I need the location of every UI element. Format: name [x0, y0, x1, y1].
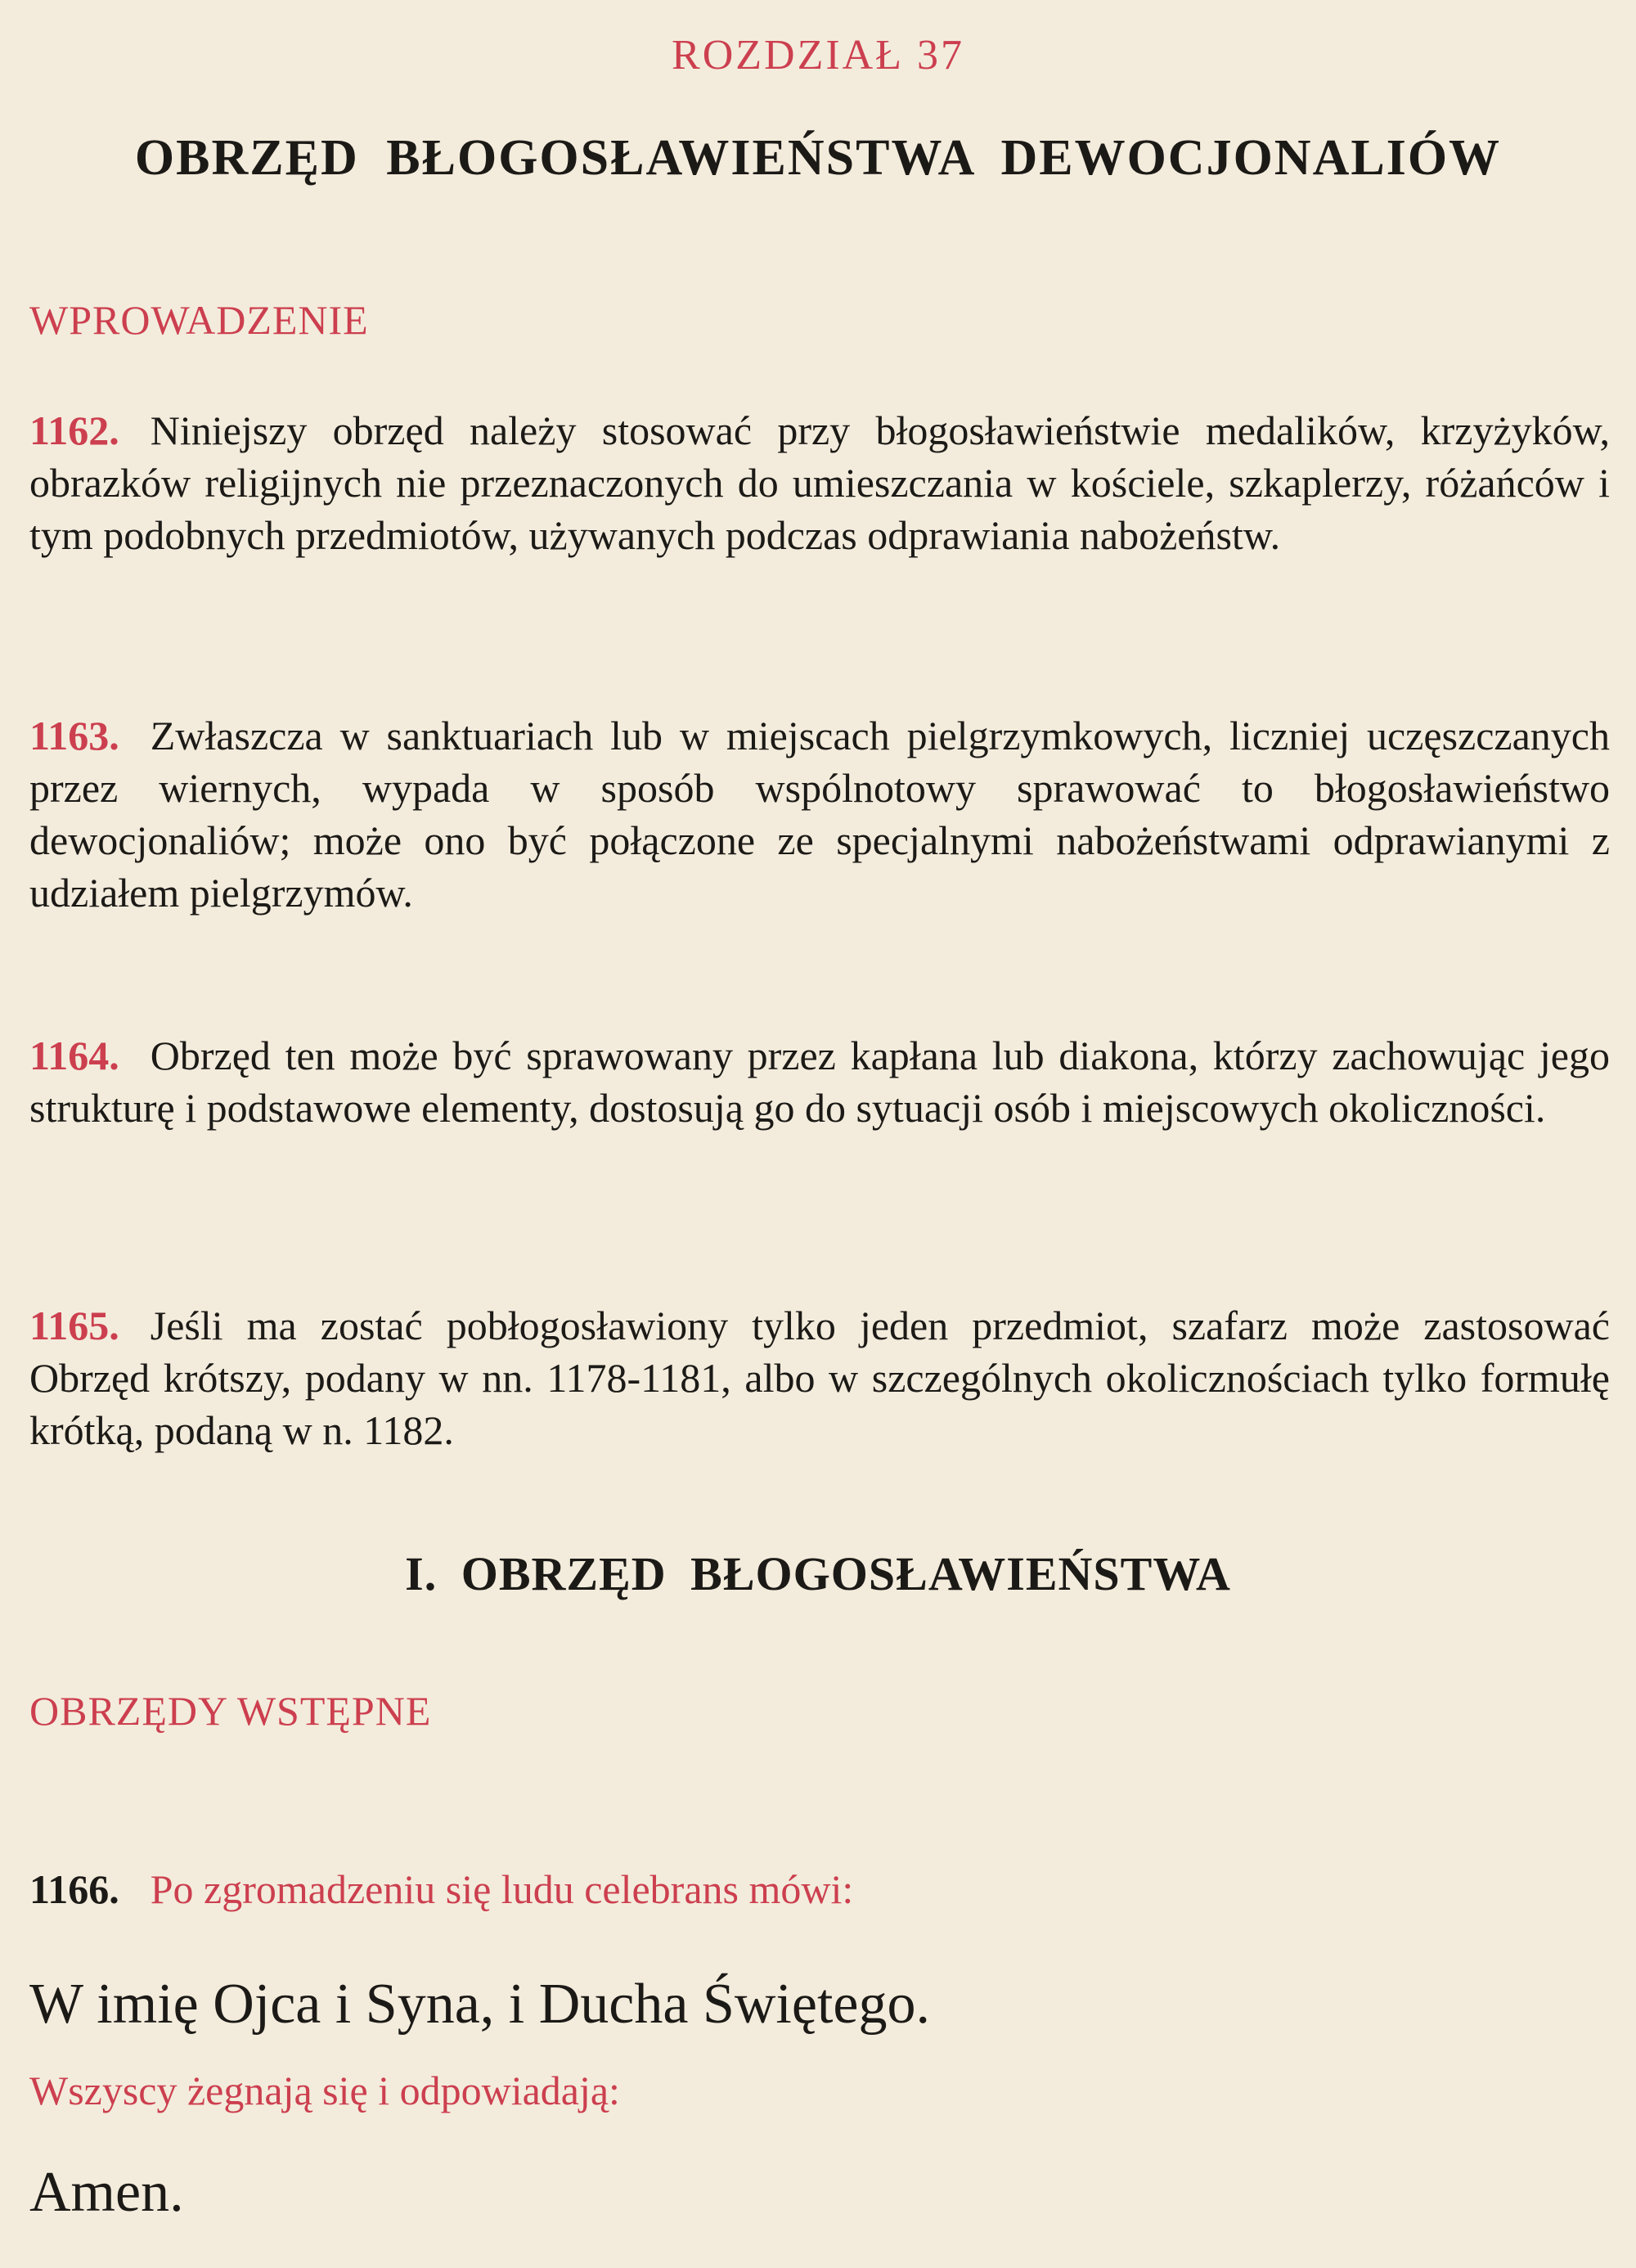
intro-heading: WPROWADZENIE: [29, 297, 369, 343]
paragraph-number: 1165.: [29, 1303, 119, 1348]
paragraph-text: Zwłaszcza w sanktuariach lub w miejscach pielgrzymkowych, liczniej uczęszczanych przez wiernych, wypada w sposób wspólnotowy sprawować to błogosławieństwo dewocjonaliów; może ono być połączone ze specjalnymi nabożeństwami odprawianymi z udziałem pielgrzymów.: [29, 713, 1610, 916]
chapter-label: ROZDZIAŁ 37: [672, 32, 964, 79]
paragraph-text: Niniejszy obrzęd należy stosować przy błogosławieństwie medalików, krzyżyków, obrazków religijnych nie przeznaczonych do umieszczania w kościele, szkaplerzy, różańców i tym podobnych przedmiotów, używanych podczas odprawiania nabożeństw.: [29, 407, 1610, 558]
paragraph-number: 1162.: [29, 407, 119, 453]
section-title: I. OBRZĘD BŁOGOSŁAWIEŃSTWA: [405, 1547, 1231, 1600]
invocation-text: W imię Ojca i Syna, i Ducha Świętego.: [29, 1973, 930, 2036]
paragraph-text: Obrzęd ten może być sprawowany przez kapłana lub diakona, którzy zachowując jego strukturę i podstawowe elementy, dostosują go do sytuacji osób i miejscowych okoliczności.: [29, 1033, 1610, 1131]
paragraph-text: Jeśli ma zostać pobłogosławiony tylko jeden przedmiot, szafarz może zastosować Obrzęd krótszy, podany w nn. 1178-1181, albo w szczególnych okolicznościach tylko formułę krótką, podaną w n. 1182.: [29, 1303, 1610, 1453]
paragraph-number: 1164.: [29, 1033, 119, 1078]
paragraph-1164: [29, 1029, 1610, 1134]
rite-1166: [29, 1865, 853, 1913]
response-rubric: Wszyscy żegnają się i odpowiadają:: [29, 2068, 620, 2113]
page-title: OBRZĘD BŁOGOSŁAWIEŃSTWA DEWOCJONALIÓW: [134, 130, 1502, 186]
paragraph-1163: [29, 709, 1610, 919]
paragraph-1165: [29, 1299, 1610, 1456]
paragraph-1162: [29, 404, 1610, 561]
response-text: Amen.: [29, 2161, 184, 2224]
paragraph-number: 1166.: [29, 1866, 119, 1912]
opening-rites-heading: OBRZĘDY WSTĘPNE: [29, 1688, 432, 1734]
paragraph-number: 1163.: [29, 713, 119, 758]
rubric-text: Po zgromadzeniu się ludu celebrans mówi:: [150, 1866, 854, 1912]
